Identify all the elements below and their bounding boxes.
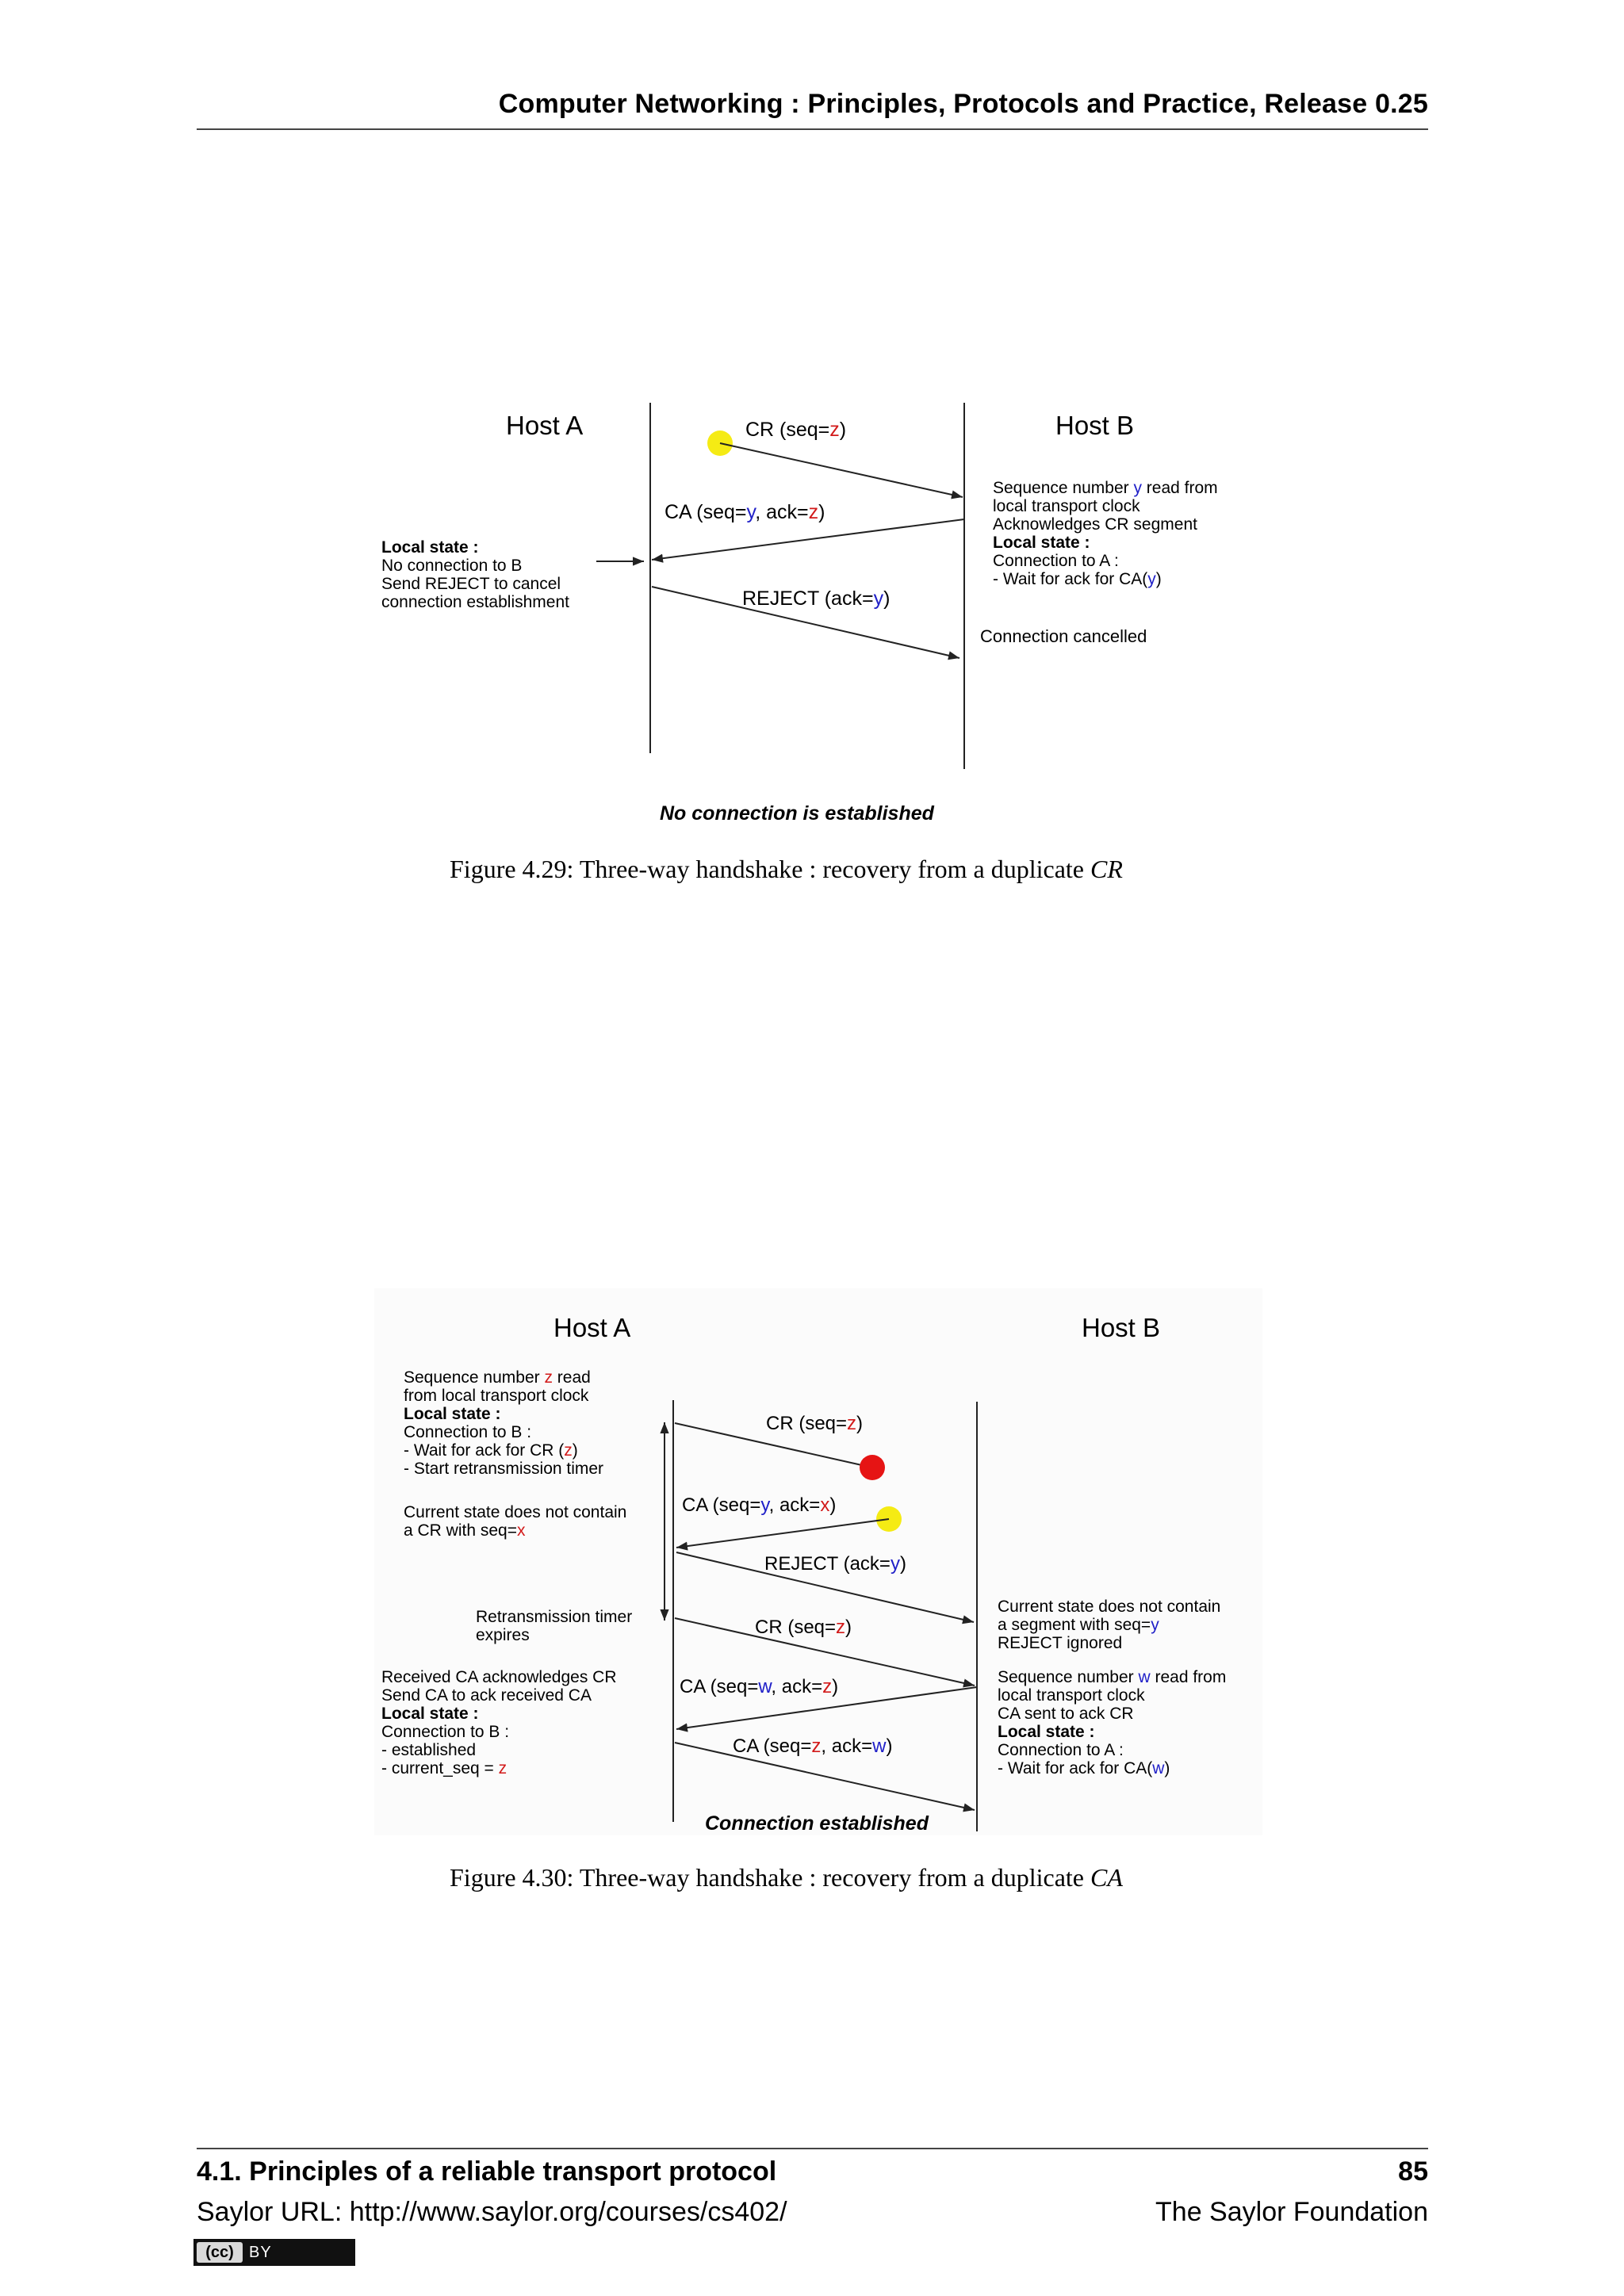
svg-text:- Wait for ack for CA(w): - Wait for ack for CA(w) (998, 1759, 1170, 1777)
svg-text:Local state :: Local state : (381, 1705, 479, 1723)
svg-text:Current state does not contain: Current state does not contain (404, 1503, 627, 1521)
svg-text:Connection to A :: Connection to A : (998, 1741, 1124, 1759)
footer-foundation: The Saylor Foundation (1155, 2197, 1428, 2227)
svg-text:Sequence number z read: Sequence number z read (404, 1368, 591, 1387)
footer-rule (197, 2148, 1428, 2149)
fig1-msg-reject: REJECT (ack=y) (742, 587, 891, 610)
fig2-msg-ca2: CA (seq=w, ack=z) (680, 1676, 839, 1697)
svg-text:Sequence number w read from: Sequence number w read from (998, 1668, 1227, 1686)
svg-text:Local state :: Local state : (404, 1405, 501, 1423)
fig1-host-b-label: Host B (1055, 411, 1135, 440)
fig1-host-a-notes (381, 538, 569, 611)
svg-text:Send CA to ack received CA: Send CA to ack received CA (381, 1686, 592, 1705)
figure-4-29 (381, 403, 1218, 825)
fig2-msg-ca3: CA (seq=z, ack=w) (733, 1735, 893, 1757)
fig1-connection-cancelled: Connection cancelled (980, 626, 1147, 646)
svg-text:a segment with seq=y: a segment with seq=y (998, 1616, 1159, 1634)
header-title: Computer Networking : Principles, Protocols and Practice, Release 0.25 (498, 89, 1428, 119)
svg-text:- Start retransmission timer: - Start retransmission timer (404, 1460, 604, 1478)
caption-term: CR (1090, 855, 1123, 883)
svg-text:Retransmission timer: Retransmission timer (476, 1608, 633, 1626)
svg-text:from local transport clock: from local transport clock (404, 1387, 589, 1405)
svg-text:Current state does not contain: Current state does not contain (998, 1598, 1221, 1616)
caption-term: CA (1090, 1863, 1123, 1892)
svg-text:Received CA acknowledges CR: Received CA acknowledges CR (381, 1668, 617, 1686)
svg-text:Local state :: Local state : (993, 534, 1090, 552)
footer-section-title: 4.1. Principles of a reliable transport protocol (197, 2156, 777, 2187)
fig2-msg-reject: REJECT (ack=y) (764, 1553, 906, 1575)
figure-4-29-caption (450, 855, 1123, 884)
page-number: 85 (1398, 2156, 1428, 2187)
svg-text:expires: expires (476, 1626, 530, 1644)
svg-text:- Wait for ack for CR (z): - Wait for ack for CR (z) (404, 1441, 578, 1460)
svg-text:Connection to A :: Connection to A : (993, 552, 1119, 570)
fig2-bottom-label: Connection established (705, 1812, 929, 1835)
fig2-lost-dot (860, 1455, 885, 1480)
fig1-bottom-label: No connection is established (660, 802, 934, 825)
fig2-msg-cr2: CR (seq=z) (755, 1617, 852, 1638)
svg-text:Local state :: Local state : (381, 538, 479, 557)
fig1-msg-ca: CA (seq=y, ack=z) (665, 501, 825, 523)
svg-text:- established: - established (381, 1741, 477, 1759)
svg-text:Connection to B :: Connection to B : (404, 1423, 532, 1441)
svg-text:Send REJECT to cancel: Send REJECT to cancel (381, 575, 561, 593)
fig1-host-b-notes (993, 479, 1218, 588)
fig1-host-a-label: Host A (506, 411, 584, 440)
svg-text:Acknowledges CR segment: Acknowledges CR segment (993, 515, 1197, 534)
fig2-msg-cr1: CR (seq=z) (766, 1413, 864, 1434)
svg-text:local transport clock: local transport clock (993, 497, 1140, 515)
figure-4-30-caption (450, 1863, 1123, 1892)
svg-text:Sequence number y read from: Sequence number y read from (993, 479, 1218, 497)
footer-url: Saylor URL: http://www.saylor.org/courses/cs402/ (197, 2197, 787, 2227)
fig2-host-a-label: Host A (553, 1313, 631, 1342)
svg-text:CA sent to ack CR: CA sent to ack CR (998, 1705, 1134, 1723)
fig1-arrow-cr (720, 443, 963, 497)
svg-text:- current_seq = z: - current_seq = z (381, 1759, 508, 1777)
svg-text:Local state :: Local state : (998, 1723, 1095, 1741)
cc-icon: (cc) (197, 2242, 243, 2263)
fig2-msg-ca1: CA (seq=y, ack=x) (682, 1494, 837, 1516)
cc-by-label: BY (249, 2244, 272, 2261)
svg-text:REJECT ignored: REJECT ignored (998, 1634, 1123, 1652)
caption-text: Figure 4.29: Three-way handshake : recovery from a duplicate (450, 855, 1090, 883)
svg-text:local transport clock: local transport clock (998, 1686, 1145, 1705)
svg-text:- Wait for ack for CA(y): - Wait for ack for CA(y) (993, 570, 1162, 588)
fig2-host-b-label: Host B (1082, 1313, 1161, 1342)
svg-text:connection establishment: connection establishment (381, 593, 569, 611)
fig1-msg-cr: CR (seq=z) (745, 419, 847, 441)
svg-text:a CR with seq=x: a CR with seq=x (404, 1521, 526, 1540)
cc-license-badge (193, 2239, 355, 2266)
fig1-arrow-ca (652, 519, 964, 560)
figure-4-30 (374, 1288, 1262, 1835)
svg-text:No connection to B: No connection to B (381, 557, 523, 575)
caption-text: Figure 4.30: Three-way handshake : recovery from a duplicate (450, 1863, 1090, 1892)
svg-text:Connection to B :: Connection to B : (381, 1723, 510, 1741)
